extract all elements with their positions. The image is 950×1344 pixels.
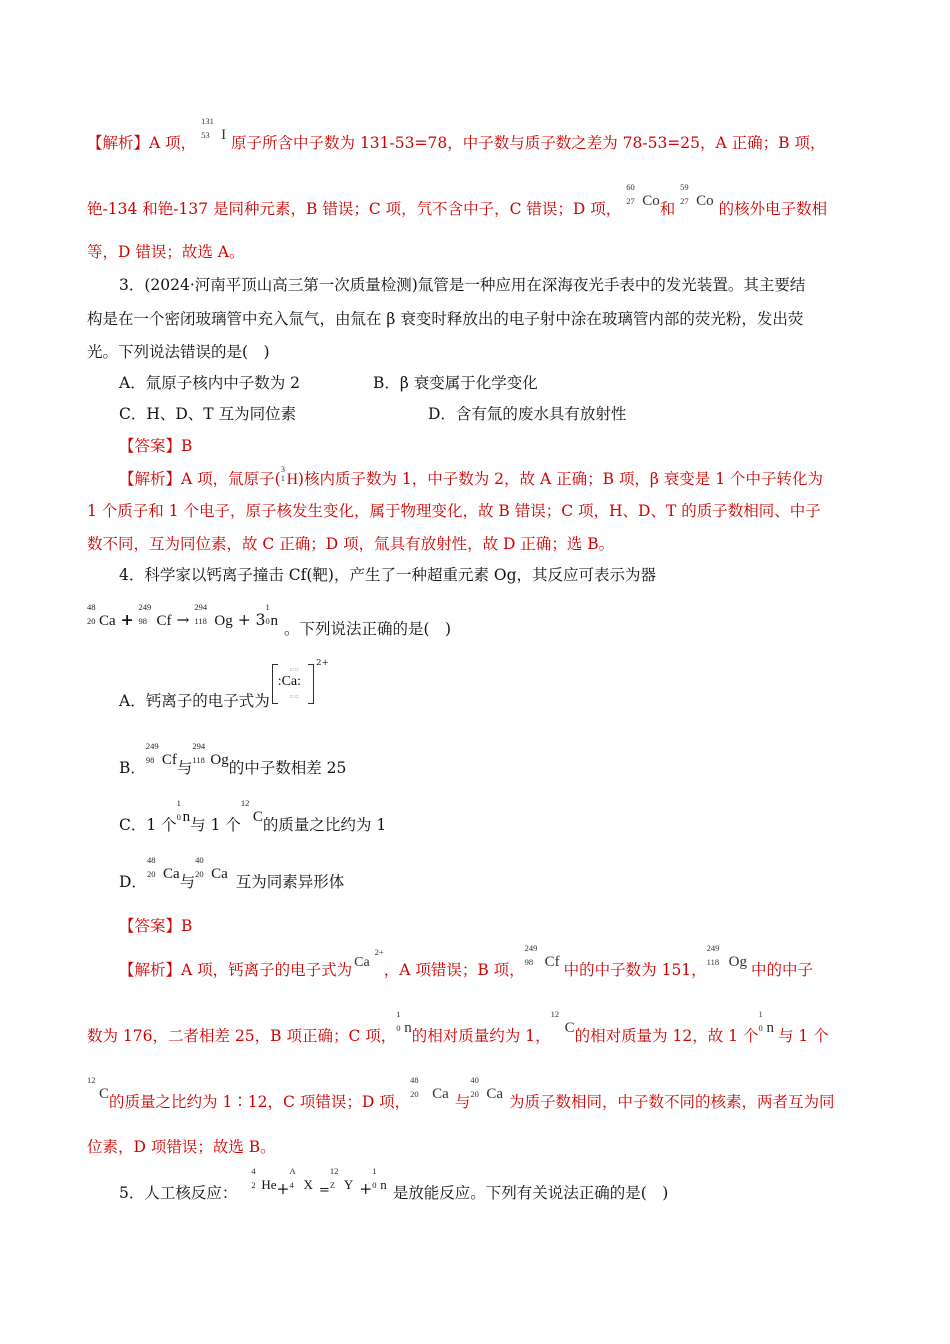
nuclide-og294: 294 118 Og bbox=[192, 741, 229, 768]
q4-option-c: C．1 个 1 0 n与 1 个 12 C的质量之比约为 1 bbox=[119, 798, 387, 834]
nuclide-n1: 1 0 n bbox=[758, 1009, 774, 1036]
q4-answer: 【答案】B bbox=[119, 917, 193, 935]
q3-option-b: B．β 衰变属于化学变化 bbox=[373, 374, 538, 392]
q3-explanation-2: 1 个质子和 1 个电子，原子核发生变化，属于物理变化，故 B 错误；C 项，H、D、T 的质子数相同、中子 bbox=[87, 502, 821, 520]
q3-answer: 【答案】B bbox=[119, 437, 193, 455]
q4-explanation-2: 数为 176，二者相差 25，B 项正确；C 项， 1 0 n的相对质量约为 1， 12 C的相对质量为 12，故 1 个 1 0 n 与 1 个 bbox=[87, 1009, 829, 1045]
calcium-ion-formula: Ca 2+ bbox=[354, 947, 384, 970]
explanation-tag: 【解析】 bbox=[119, 470, 182, 488]
q4-explanation-3: 12 C的质量之比约为 1∶12，C 项错误；D 项， 48 20 Ca 与 40 20 Ca 为质子数相同，中子数不同的核素，两者互为同 bbox=[87, 1075, 835, 1111]
nuclide-ca48: 48 20 Ca bbox=[410, 1075, 449, 1102]
q4-equation-line: 48 20 Ca + 249 98 Cf → 294 118 Og + 3 1 0 n 。下列说法正确的是( ) bbox=[87, 602, 452, 638]
q3-stem-1: 3．(2024·河南平顶山高三第一次质量检测)氚管是一种应用在深海夜光手表中的发光装置。其主要结 bbox=[119, 276, 806, 294]
nuclide-cf249: 249 98 Cf bbox=[524, 943, 560, 970]
q3-option-d: D．含有氚的废水具有放射性 bbox=[428, 405, 627, 423]
q5-stem: 5．人工核反应： 4 2 $^{He}$+ A 4 $^X$ = 12 Z $^Y$ + 1 0 $^n$ 是放能反应。下列有关说法正确的是( ) bbox=[119, 1166, 669, 1202]
calcium-ion-electron-formula: ▫▫ :Ca: ▫▫ 2+ bbox=[272, 664, 314, 704]
q4-explanation-1: 【解析】A 项，钙离子的电子式为 Ca 2+ ，A 项错误；B 项， 249 98 Cf 中的中子数为 151， 249 118 Og 中的中子 bbox=[119, 943, 814, 979]
q3-explanation-1: 【解析】A 项，氚原子( 3 1 H)核内质子数为 1，中子数为 2，故 A 正确；B 项，β 衰变是 1 个中子转化为 bbox=[119, 464, 823, 488]
q4-option-b: B． 249 98 Cf与 294 118 Og的中子数相差 25 bbox=[119, 741, 347, 777]
nuclide-i131: 131 53 I bbox=[201, 116, 227, 143]
nuclide-n1: 1 0 $^n$ bbox=[372, 1166, 387, 1192]
q3-option-c: C．H、D、T 互为同位素 bbox=[119, 405, 297, 423]
nuclide-ca40: 40 20 Ca bbox=[195, 855, 228, 882]
nuclide-ca40: 40 20 Ca bbox=[470, 1075, 504, 1102]
nuclide-c12: 12 C bbox=[240, 798, 263, 825]
nuclide-he4: 4 2 $^{He}$ bbox=[251, 1166, 277, 1192]
nuclide-og249: 249 118 Og bbox=[706, 943, 748, 970]
nuclide-n1: 1 0 n bbox=[265, 602, 278, 629]
nuclide-ca48: 48 20 Ca bbox=[146, 855, 180, 882]
p1-line-3: 等，D 错误；故选 A。 bbox=[87, 243, 245, 261]
nuclide-c12: 12 C bbox=[87, 1075, 110, 1102]
nuclide-x: A 4 $^X$ bbox=[289, 1166, 313, 1192]
nuclide-ca48: 48 20 Ca bbox=[87, 602, 116, 629]
q4-explanation-4: 位素，D 项错误；故选 B。 bbox=[87, 1138, 276, 1156]
nuclide-cf249: 249 98 Cf bbox=[145, 741, 177, 768]
nuclide-og294: 294 118 Og bbox=[194, 602, 233, 629]
q4-option-d: D． 48 20 Ca与 40 20 Ca 互为同素异形体 bbox=[119, 855, 345, 891]
nuclide-co60: 60 27 Co bbox=[626, 182, 660, 209]
p1-line-1: 【解析】A 项， 131 53 I 原子所含中子数为 131-53=78，中子数与质子数之差为 78-53=25，A 正确；B 项， bbox=[87, 116, 826, 152]
nuclide-n1: 1 0 n bbox=[396, 1009, 412, 1036]
q3-option-a: A．氚原子核内中子数为 2 bbox=[119, 374, 300, 392]
q4-stem-1: 4．科学家以钙离子撞击 Cf(靶)，产生了一种超重元素 Og，其反应可表示为器 bbox=[119, 566, 657, 584]
q3-stem-3: 光。下列说法错误的是( ) bbox=[87, 343, 270, 361]
q3-explanation-3: 数不同，互为同位素，故 C 正确；D 项，氚具有放射性，故 D 正确；选 B。 bbox=[87, 535, 615, 553]
explanation-tag: 【解析】 bbox=[119, 961, 182, 979]
nuclide-n1: 1 0 n bbox=[176, 798, 191, 825]
q4-option-a: A．钙离子的电子式为 ▫▫ :Ca: ▫▫ 2+ bbox=[119, 658, 329, 710]
nuclide-co59: 59 27 Co bbox=[680, 182, 714, 209]
nuclide-h3: 3 1 H bbox=[280, 464, 298, 488]
q3-stem-2: 构是在一个密闭玻璃管中充入氚气，由氚在 β 衰变时释放出的电子射中涂在玻璃管内部的荧光粉，发出荧 bbox=[87, 310, 804, 328]
p1-line-2: 铯-134 和铯-137 是同种元素，B 错误；C 项，氕不含中子，C 错误；D 项， 60 27 Co和 59 27 Co 的核外电子数相 bbox=[87, 182, 828, 218]
explanation-tag: 【解析】 bbox=[87, 134, 150, 152]
nuclide-c12: 12 C bbox=[550, 1009, 575, 1036]
nuclide-cf249: 249 98 Cf bbox=[138, 602, 172, 629]
nuclide-y: 12 Z $^Y$ bbox=[329, 1166, 354, 1192]
